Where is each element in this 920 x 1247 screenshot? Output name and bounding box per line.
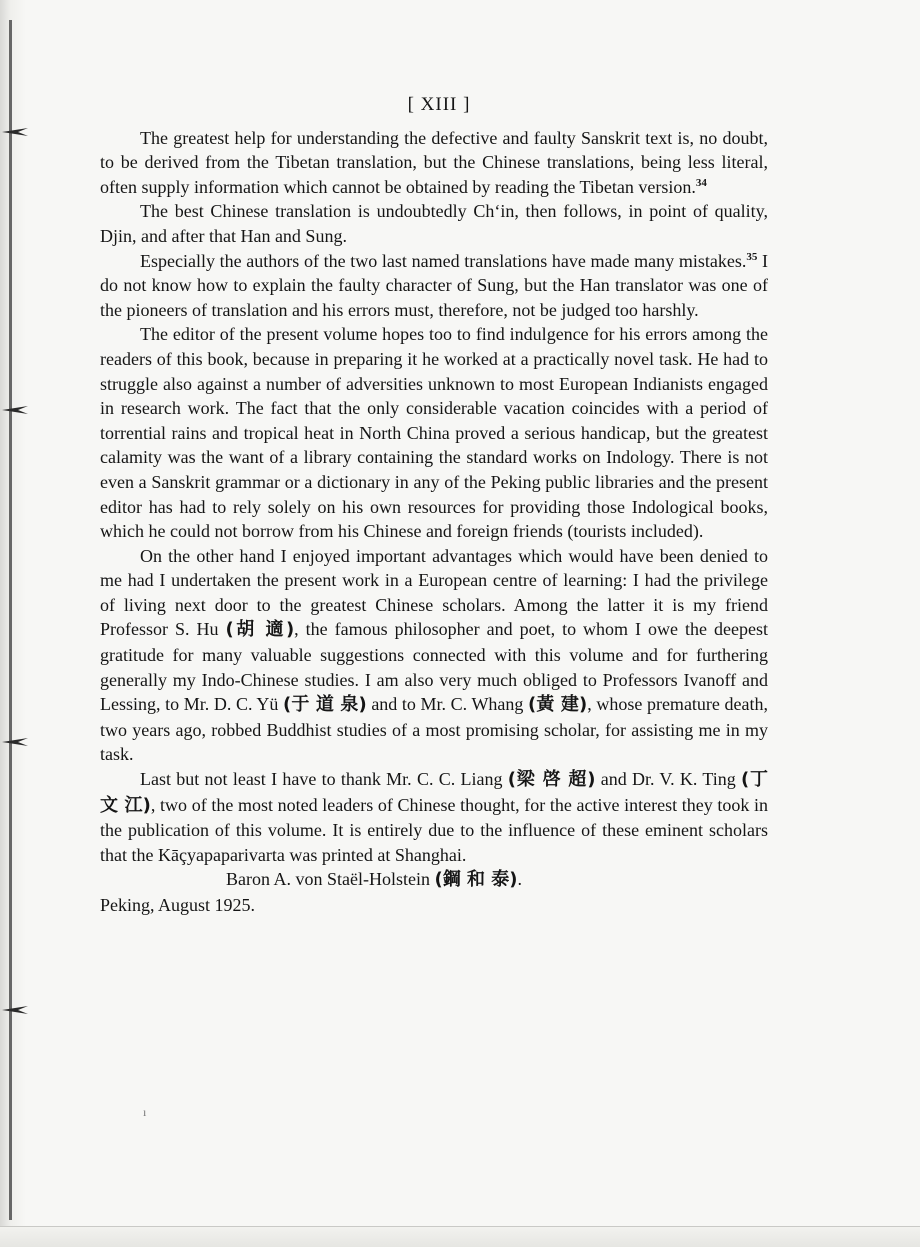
- footnote-ref[interactable]: 35: [746, 250, 758, 263]
- footnote-ref[interactable]: 34: [695, 176, 707, 189]
- page-bottom-edge: [0, 1226, 920, 1247]
- author-signature: [100, 867, 768, 893]
- dateline: Peking, August 1925.: [100, 895, 256, 915]
- paragraph-text: , the famous philosopher and poet, to whom I owe the deepest gratitude for many valuable suggestions connected with this volume and for furthering generally my Indo-Chinese studies. I am also very much obliged to Professors Ivanoff and Lessing, to Mr. D. C. Yü: [100, 619, 768, 715]
- stray-mark: ı: [143, 1105, 147, 1119]
- paragraph-text: The greatest help for understanding the defective and faulty Sanskrit text is, no doubt, to be derived from the Tibetan translation, but the Chinese translations, being less literal, often supply information which cannot be obtained by reading the Tibetan version.: [100, 127, 768, 197]
- chinese-name: (胡 適): [225, 619, 295, 641]
- paragraph-text: I do not know how to explain the faulty character of Sung, but the Han translator was one of the pioneers of translation and his errors must, therefore, not be judged too harshly.: [100, 250, 768, 320]
- paragraph-text: The editor of the present volume hopes too to find indulgence for his errors among the readers of this book, because in preparing it he worked at a practically novel task. He had to struggle also against a number of adversities unknown to most European Indianists engaged in research work. The fact that the only considerable vacation coincides with a period of torrential rains and tropical heat in North China proved a serious handicap, but the greatest calamity was the want of a library containing the standard works on Indology. There is not even a Sanskrit grammar or a dictionary in any of the Peking public libraries and the present editor has had to rely solely on his own resources for providing those Indological books, which he could not borrow from his Chinese and foreign friends (tourists included).: [100, 324, 768, 542]
- chinese-name: (丁 文 江): [100, 769, 768, 816]
- binding-clip-icon: [0, 403, 30, 417]
- paragraph-text: , whose premature death, two years ago, robbed Buddhist studies of a most promising scholar, for assisting me in my task.: [100, 694, 769, 765]
- binding-clip-icon: [0, 125, 30, 139]
- chinese-name: (梁 啓 超): [507, 769, 596, 791]
- page-number: [ XIII ]: [407, 94, 471, 115]
- chinese-name: (黃 建): [528, 694, 588, 716]
- paragraph-text: Especially the authors of the two last named translations have made many mistakes.: [140, 250, 747, 271]
- document-page: [100, 93, 768, 918]
- chinese-name: (于 道 泉): [283, 694, 367, 716]
- page-binding-edge: [0, 0, 26, 1246]
- paragraph-text: On the other hand I enjoyed important advantages which would have been denied to me had I undertaken the present work in a European centre of learning: I had the privilege of living next door to the greatest Chinese scholars. Among the latter it is my friend Professor S. Hu: [100, 545, 768, 640]
- author-chinese-name: (鋼 和 泰): [434, 869, 518, 891]
- paragraph-indulgence: [100, 322, 768, 543]
- paragraph-thanks: [100, 767, 768, 867]
- binding-line: [9, 20, 12, 1220]
- author-name: Baron A. von Staël-Holstein: [226, 869, 435, 890]
- paragraph-text: Last but not least I have to thank Mr. C. C. Liang: [140, 769, 508, 790]
- signature-end: .: [517, 869, 522, 890]
- paragraph-text: and to Mr. C. Whang: [366, 694, 529, 715]
- paragraph-text: , two of the most noted leaders of Chinese thought, for the active interest they took in the publication of this volume. It is entirely due to the influence of these eminent scholars that the Kāçyapaparivarta was printed at Shanghai.: [100, 794, 769, 865]
- paragraph-advantages: [100, 544, 768, 767]
- paragraph-sanskrit-help: [100, 126, 768, 200]
- paragraph-text: The best Chinese translation is undoubtedly Ch‘in, then follows, in point of quality, Djin, and after that Han and Sung.: [100, 201, 768, 246]
- paragraph-text: and Dr. V. K. Ting: [595, 769, 741, 790]
- paragraph-best-translation: [100, 199, 768, 248]
- binding-clip-icon: [0, 735, 30, 749]
- paragraph-mistakes: [100, 249, 768, 323]
- binding-clip-icon: [0, 1003, 30, 1017]
